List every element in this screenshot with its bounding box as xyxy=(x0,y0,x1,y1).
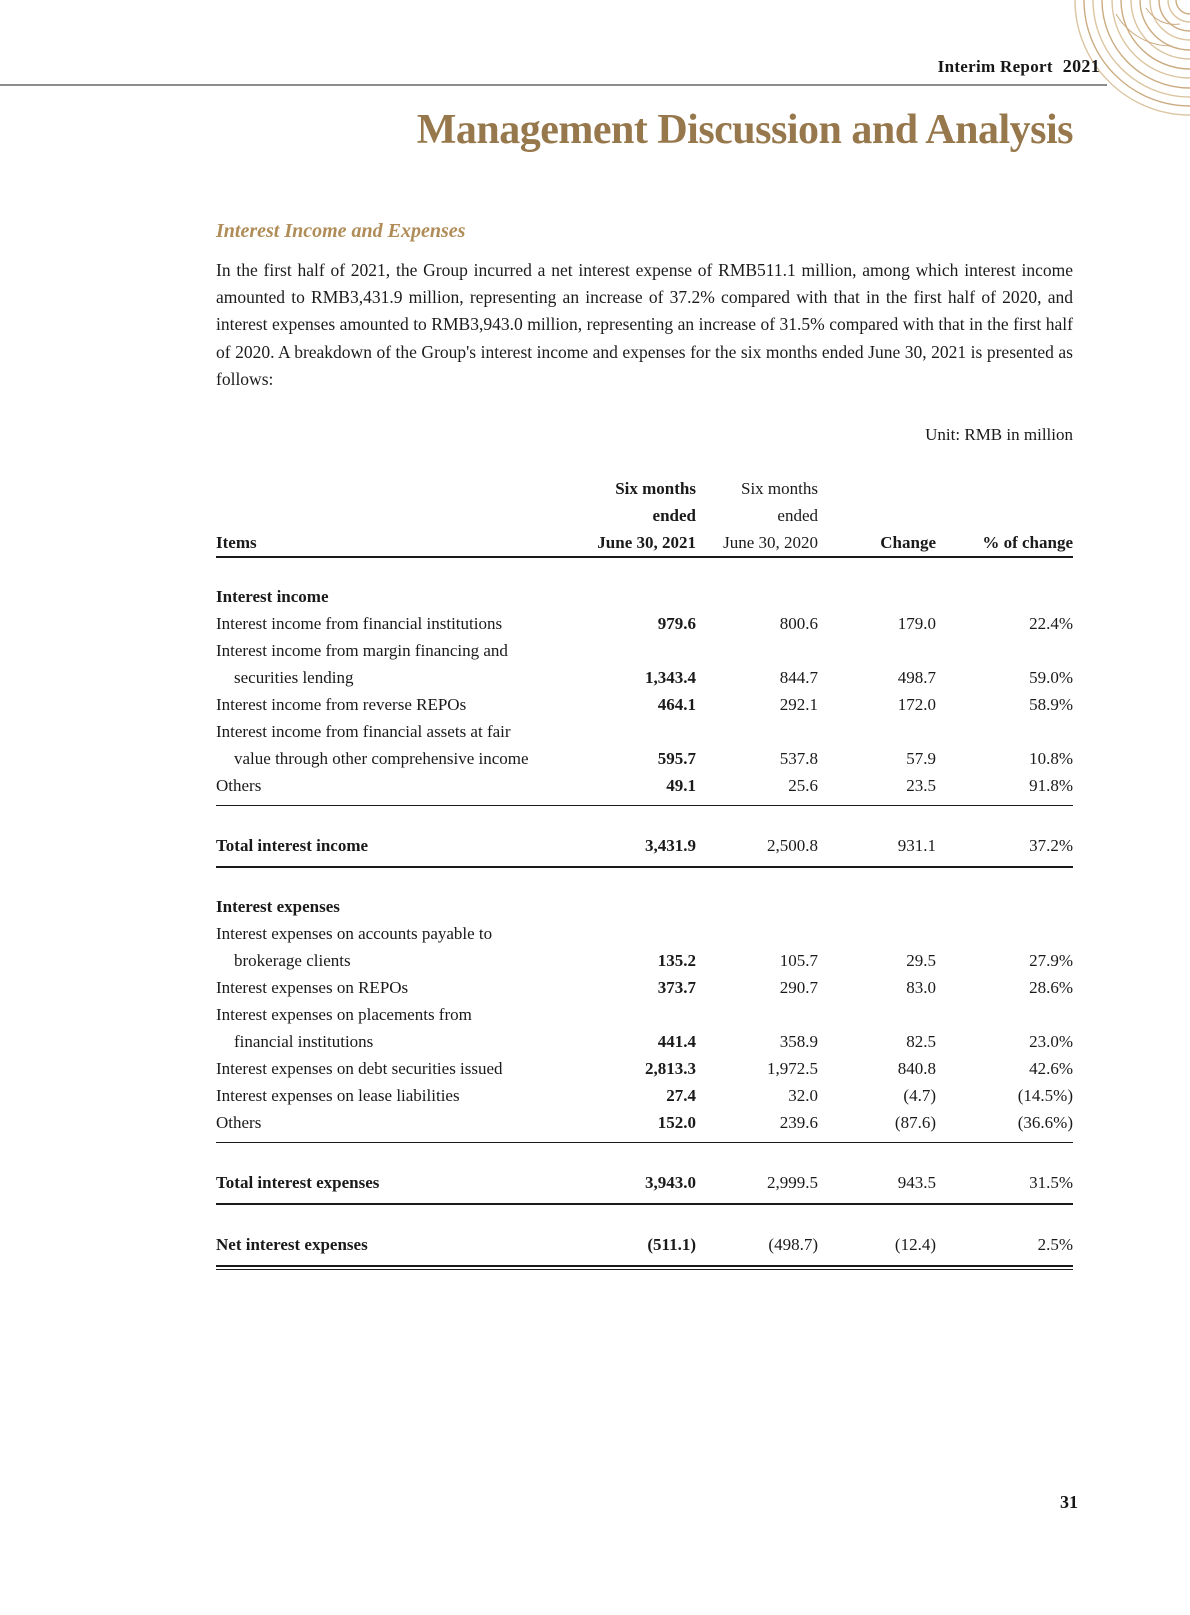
table-row-interest-income-from-financial-assets-at-fai xyxy=(216,718,1073,772)
page-title: Management Discussion and Analysis xyxy=(416,107,1073,153)
row-label: Interest expenses on REPOs xyxy=(216,978,409,998)
cell-y2021: 135.2 xyxy=(657,951,696,971)
table-row-interest-expenses-on-lease-liabilities xyxy=(216,1082,1073,1109)
table-row-interest-expenses-on-repos xyxy=(216,974,1073,1001)
row-label: Total interest expenses xyxy=(216,1143,586,1205)
row-label: Others xyxy=(216,1109,586,1143)
cell-pct xyxy=(936,557,1073,610)
col-header-line: June 30, 2020 xyxy=(723,533,818,553)
cell-pct xyxy=(936,867,1073,920)
row-label: Interest income from reverse REPOs xyxy=(216,695,467,715)
cell-chg: 498.7 xyxy=(897,668,936,688)
table-row-interest-expenses-on-accounts-payable-to xyxy=(216,920,1073,974)
row-label: Interest income from financial assets at fair value through other comprehensive income xyxy=(216,722,529,769)
col-header-june-2020 xyxy=(696,475,818,557)
cell-chg: 172.0 xyxy=(897,695,936,715)
cell-y2020: 1,972.5 xyxy=(767,1059,818,1079)
cell-pct: 10.8% xyxy=(1029,749,1073,769)
col-header-change: Change xyxy=(818,475,936,557)
col-header-pct-change: % of change xyxy=(936,475,1073,557)
row-label: Interest expenses on accounts payable to brokerage clients xyxy=(216,924,493,971)
row-label: Interest income from financial institutions xyxy=(216,614,503,634)
cell-pct: 37.2% xyxy=(936,806,1073,868)
cell-y2021 xyxy=(586,867,696,920)
cell-y2021: (511.1) xyxy=(586,1204,696,1266)
cell-y2021 xyxy=(586,557,696,610)
intro-paragraph: In the first half of 2021, the Group incurred a net interest expense of RMB511.1 million, among which interest income amounted to RMB3,431.9 million, representing an increase of 37.2% compared with that in the first half of 2020, and interest expenses amounted to RMB3,943.0 million, representing an increase of 31.5% compared with that in the first half of 2020. A breakdown of the Group's interest income and expenses for the six months ended June 30, 2021 is presented as follows: xyxy=(216,260,1073,389)
cell-chg: 931.1 xyxy=(818,806,936,868)
cell-chg: 943.5 xyxy=(818,1143,936,1205)
cell-y2021: 441.4 xyxy=(657,1032,696,1052)
row-label: Net interest expenses xyxy=(216,1204,586,1266)
cell-y2020: 292.1 xyxy=(779,695,818,715)
table-row-interest-expenses xyxy=(216,867,1073,920)
table-row-total-interest-expenses xyxy=(216,1143,1073,1205)
cell-chg: 179.0 xyxy=(897,614,936,634)
content-column xyxy=(216,0,1073,1270)
table-row-others xyxy=(216,772,1073,806)
cell-y2020: 800.6 xyxy=(779,614,818,634)
table-row-interest-expenses-on-debt-securities-issued xyxy=(216,1055,1073,1082)
cell-y2020 xyxy=(696,867,818,920)
unit-note: Unit: RMB in million xyxy=(925,425,1073,445)
row-label: Interest income xyxy=(216,587,329,607)
col-header-line: Six months xyxy=(741,479,818,499)
cell-chg: 840.8 xyxy=(897,1059,936,1079)
table-row-interest-income-from-reverse-repos xyxy=(216,691,1073,718)
cell-pct: 42.6% xyxy=(1029,1059,1073,1079)
cell-y2021: 49.1 xyxy=(586,772,696,806)
cell-y2020: 2,999.5 xyxy=(696,1143,818,1205)
cell-y2020: 358.9 xyxy=(779,1032,818,1052)
row-label: Others xyxy=(216,772,586,806)
col-header-line: ended xyxy=(777,506,818,526)
table-row-interest-expenses-on-placements-from xyxy=(216,1001,1073,1055)
cell-pct: 59.0% xyxy=(1029,668,1073,688)
cell-y2021: 27.4 xyxy=(666,1086,696,1106)
cell-chg: (87.6) xyxy=(818,1109,936,1143)
interest-income-expenses-table xyxy=(216,475,1073,1270)
table-row-interest-income xyxy=(216,557,1073,610)
cell-pct: 27.9% xyxy=(1029,951,1073,971)
row-label: Interest expenses on lease liabilities xyxy=(216,1086,460,1106)
cell-pct: (36.6%) xyxy=(936,1109,1073,1143)
cell-y2021: 3,943.0 xyxy=(586,1143,696,1205)
cell-pct: 58.9% xyxy=(1029,695,1073,715)
table-row-interest-income-from-margin-financing-and xyxy=(216,637,1073,691)
cell-chg: 83.0 xyxy=(906,978,936,998)
cell-chg xyxy=(818,867,936,920)
cell-y2020: 105.7 xyxy=(779,951,818,971)
cell-y2020: 25.6 xyxy=(696,772,818,806)
cell-y2021: 152.0 xyxy=(586,1109,696,1143)
table-header-row xyxy=(216,475,1073,557)
section-heading: Interest Income and Expenses xyxy=(216,220,466,242)
cell-y2021: 373.7 xyxy=(657,978,696,998)
cell-y2021: 595.7 xyxy=(657,749,696,769)
table-row-interest-income-from-financial-institutions xyxy=(216,610,1073,637)
table-row-total-interest-income xyxy=(216,806,1073,868)
cell-pct: 2.5% xyxy=(936,1204,1073,1266)
cell-pct: 22.4% xyxy=(1029,614,1073,634)
cell-y2020: 537.8 xyxy=(779,749,818,769)
col-header-june-2021 xyxy=(586,475,696,557)
row-label: Interest expenses xyxy=(216,897,340,917)
table-row-net-interest-expenses xyxy=(216,1204,1073,1266)
double-rule-underline xyxy=(216,1266,1073,1270)
cell-y2020: 239.6 xyxy=(696,1109,818,1143)
cell-y2021: 2,813.3 xyxy=(645,1059,696,1079)
cell-y2020: 844.7 xyxy=(779,668,818,688)
cell-y2020: (498.7) xyxy=(696,1204,818,1266)
cell-y2021: 464.1 xyxy=(657,695,696,715)
cell-chg: 23.5 xyxy=(818,772,936,806)
cell-chg: (12.4) xyxy=(818,1204,936,1266)
row-label: Interest income from margin financing and securities lending xyxy=(216,641,508,688)
cell-pct: (14.5%) xyxy=(1017,1086,1073,1106)
cell-y2020: 2,500.8 xyxy=(696,806,818,868)
cell-y2021: 3,431.9 xyxy=(586,806,696,868)
cell-y2020: 290.7 xyxy=(779,978,818,998)
row-label: Total interest income xyxy=(216,806,586,868)
col-header-line: ended xyxy=(652,506,696,526)
cell-chg: 82.5 xyxy=(906,1032,936,1052)
cell-chg xyxy=(818,557,936,610)
col-header-line: June 30, 2021 xyxy=(597,533,696,553)
table-row-others xyxy=(216,1109,1073,1143)
cell-pct: 91.8% xyxy=(936,772,1073,806)
cell-chg: (4.7) xyxy=(903,1086,936,1106)
col-header-line: Six months xyxy=(615,479,696,499)
cell-y2020 xyxy=(696,557,818,610)
report-name: Interim Report xyxy=(937,57,1053,76)
cell-pct: 31.5% xyxy=(936,1143,1073,1205)
cell-chg: 57.9 xyxy=(906,749,936,769)
row-label: Interest expenses on debt securities issued xyxy=(216,1059,503,1079)
cell-pct: 23.0% xyxy=(1029,1032,1073,1052)
cell-y2021: 979.6 xyxy=(657,614,696,634)
cell-pct: 28.6% xyxy=(1029,978,1073,998)
cell-y2021: 1,343.4 xyxy=(645,668,696,688)
page-number: 31 xyxy=(1060,1492,1078,1512)
cell-y2020: 32.0 xyxy=(788,1086,818,1106)
cell-chg: 29.5 xyxy=(906,951,936,971)
col-header-items: Items xyxy=(216,475,586,557)
report-year: 2021 xyxy=(1062,56,1100,76)
row-label: Interest expenses on placements from financial institutions xyxy=(216,1005,472,1052)
